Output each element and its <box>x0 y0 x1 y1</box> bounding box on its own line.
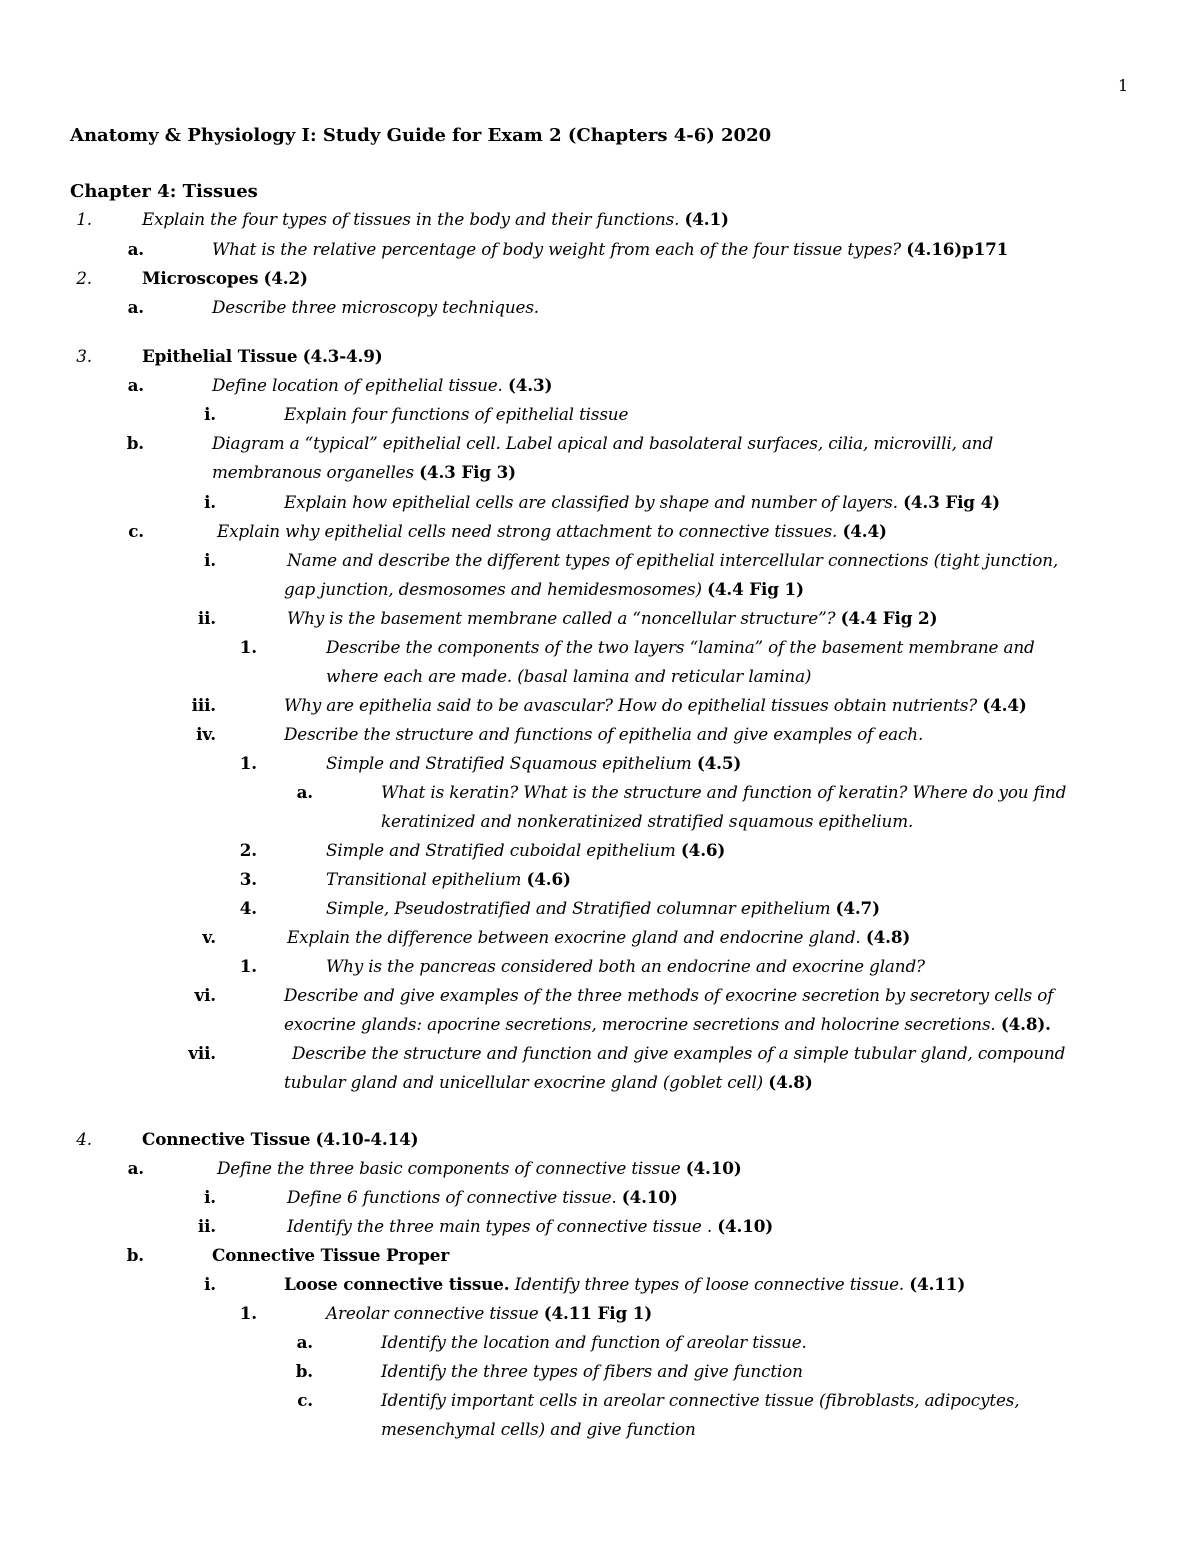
item-marker: a. <box>127 375 144 395</box>
item-text <box>212 237 1008 261</box>
item-description: gap junction, desmosomes and hemidesmosomes) <box>284 579 702 599</box>
item-marker: iii. <box>191 695 216 715</box>
item-description: Explain why epithelial cells need strong attachment to connective tissues. <box>217 521 838 541</box>
item-marker: 3. <box>239 869 257 889</box>
chapter-heading: Chapter 4: Tissues <box>70 181 258 202</box>
section-reference: (4.11 Fig 1) <box>543 1303 653 1323</box>
item-marker: 2. <box>239 840 257 860</box>
item-description: Transitional epithelium <box>326 869 522 889</box>
item-description: Define location of epithelial tissue. <box>212 375 503 395</box>
item-marker: a. <box>127 1158 144 1178</box>
section-reference: (4.5) <box>696 753 742 773</box>
item-description: Define 6 functions of connective tissue. <box>287 1187 617 1207</box>
item-text <box>212 460 516 484</box>
item-heading: Epithelial Tissue <box>142 346 298 366</box>
section-reference: (4.10-4.14) <box>315 1129 419 1149</box>
item-description: mesenchymal cells) and give function <box>381 1419 696 1439</box>
item-description: Identify the three main types of connective tissue . <box>287 1216 712 1236</box>
item-marker: a. <box>296 782 313 802</box>
item-text <box>326 896 880 920</box>
item-text <box>142 207 729 231</box>
item-marker: b. <box>295 1361 313 1381</box>
item-marker: 1. <box>239 1303 257 1323</box>
section-reference: (4.8) <box>768 1072 813 1092</box>
item-heading: Microscopes <box>142 268 259 288</box>
item-heading: Connective Tissue <box>142 1129 311 1149</box>
item-marker: 1. <box>239 637 257 657</box>
section-reference: (4.6) <box>680 840 726 860</box>
item-text <box>212 1243 449 1267</box>
item-marker: 1. <box>76 209 92 229</box>
item-marker: b. <box>126 1245 144 1265</box>
item-marker: ii. <box>197 608 216 628</box>
item-text <box>381 1388 1019 1412</box>
item-text <box>287 1214 773 1238</box>
section-reference: (4.4) <box>982 695 1027 715</box>
item-text <box>381 1417 696 1441</box>
item-text <box>212 373 552 397</box>
section-reference: (4.3 Fig 4) <box>903 492 1000 512</box>
section-reference: (4.4) <box>842 521 887 541</box>
item-text <box>326 664 811 688</box>
item-text <box>284 722 923 746</box>
section-reference: (4.7) <box>835 898 880 918</box>
item-text <box>381 1359 803 1383</box>
item-marker: i. <box>204 1274 216 1294</box>
item-marker: iv. <box>196 724 216 744</box>
item-marker: v. <box>202 927 216 947</box>
item-description: keratinized and nonkeratinized stratified squamous epithelium. <box>381 811 914 831</box>
item-description: Simple, Pseudostratified and Stratified columnar epithelium <box>326 898 831 918</box>
item-text <box>287 548 1058 572</box>
item-text <box>142 344 383 368</box>
item-description: exocrine glands: apocrine secretions, merocrine secretions and holocrine secretions. <box>284 1014 996 1034</box>
item-text <box>284 1272 965 1296</box>
item-text <box>292 1041 1065 1065</box>
item-description: Identify important cells in areolar connective tissue (fibroblasts, adipocytes, <box>381 1390 1020 1410</box>
item-text <box>217 519 887 543</box>
item-marker: c. <box>128 521 144 541</box>
item-heading: Loose connective tissue. <box>284 1274 510 1294</box>
item-description: What is the relative percentage of body weight from each of the four tissue types? <box>212 239 901 259</box>
section-reference: (4.10) <box>621 1187 678 1207</box>
item-text <box>284 693 1027 717</box>
item-marker: i. <box>204 404 216 424</box>
item-description: Describe the structure and functions of epithelia and give examples of each. <box>284 724 924 744</box>
item-marker: vi. <box>194 985 216 1005</box>
item-text <box>381 809 913 833</box>
item-text <box>326 751 741 775</box>
item-text <box>284 577 804 601</box>
item-text <box>287 1185 678 1209</box>
item-description: Simple and Stratified Squamous epithelium <box>326 753 692 773</box>
item-marker: vii. <box>188 1043 216 1063</box>
item-description: membranous organelles <box>212 462 414 482</box>
item-marker: 4. <box>239 898 257 918</box>
item-description: What is keratin? What is the structure and function of keratin? Where do you find <box>381 782 1067 802</box>
item-description: Describe and give examples of the three methods of exocrine secretion by secretory cells of <box>284 985 1054 1005</box>
item-text <box>217 1156 742 1180</box>
section-reference: (4.4 Fig 2) <box>840 608 938 628</box>
item-text <box>142 1127 418 1151</box>
item-description: Identify the three types of fibers and give function <box>381 1361 803 1381</box>
item-text <box>326 838 725 862</box>
item-marker: c. <box>297 1390 313 1410</box>
item-text <box>326 954 925 978</box>
item-description: Name and describe the different types of epithelial intercellular connections (tight junction, <box>287 550 1059 570</box>
item-marker: 3. <box>76 346 92 366</box>
item-text <box>284 1070 813 1094</box>
item-description: Explain how epithelial cells are classified by shape and number of layers. <box>284 492 898 512</box>
section-reference: (4.3-4.9) <box>302 346 383 366</box>
item-description: Why are epithelia said to be avascular? How do epithelial tissues obtain nutrients? <box>284 695 978 715</box>
item-text <box>284 1012 1051 1036</box>
section-reference: (4.8) <box>865 927 911 947</box>
item-text <box>326 867 571 891</box>
section-reference: (4.10) <box>717 1216 774 1236</box>
item-marker: a. <box>127 297 144 317</box>
item-text <box>381 780 1066 804</box>
section-reference: (4.16)p171 <box>906 239 1009 259</box>
item-text <box>326 635 1035 659</box>
item-text <box>287 925 910 949</box>
page-number: 1 <box>1118 76 1129 95</box>
item-description: Explain the difference between exocrine gland and endocrine gland. <box>287 927 861 947</box>
item-text <box>326 1301 652 1325</box>
section-reference: (4.10) <box>685 1158 742 1178</box>
item-text <box>287 606 937 630</box>
section-reference: (4.2) <box>263 268 308 288</box>
item-text <box>212 295 539 319</box>
item-marker: a. <box>296 1332 313 1352</box>
item-marker: a. <box>127 239 144 259</box>
section-reference: (4.8). <box>1000 1014 1051 1034</box>
item-description: Areolar connective tissue <box>326 1303 539 1323</box>
section-reference: (4.6) <box>526 869 571 889</box>
item-description: Explain the four types of tissues in the body and their functions. <box>142 209 680 229</box>
item-text <box>284 983 1053 1007</box>
item-description: Explain four functions of epithelial tissue <box>284 404 629 424</box>
item-text <box>381 1330 807 1354</box>
item-description: tubular gland and unicellular exocrine gland (goblet cell) <box>284 1072 764 1092</box>
item-marker: ii. <box>197 1216 216 1236</box>
item-description: Why is the basement membrane called a “noncellular structure”? <box>287 608 836 628</box>
section-reference: (4.3 Fig 3) <box>419 462 516 482</box>
section-reference: (4.3) <box>507 375 553 395</box>
item-marker: i. <box>204 1187 216 1207</box>
item-description: Describe the components of the two layers “lamina” of the basement membrane and <box>326 637 1035 657</box>
item-marker: 2. <box>76 268 92 288</box>
item-description: Identify the location and function of areolar tissue. <box>381 1332 807 1352</box>
item-description: Describe the structure and function and give examples of a simple tubular gland, compound <box>292 1043 1066 1063</box>
section-reference: (4.4 Fig 1) <box>707 579 804 599</box>
item-marker: 4. <box>76 1129 92 1149</box>
item-description: Describe three microscopy techniques. <box>212 297 539 317</box>
item-heading: Connective Tissue Proper <box>212 1245 450 1265</box>
item-description: Simple and Stratified cuboidal epithelium <box>326 840 676 860</box>
item-marker: i. <box>204 492 216 512</box>
item-marker: 1. <box>239 956 257 976</box>
document-title: Anatomy & Physiology I: Study Guide for Exam 2 (Chapters 4-6) 2020 <box>70 125 772 146</box>
item-description: Why is the pancreas considered both an endocrine and exocrine gland? <box>326 956 925 976</box>
item-description: where each are made. (basal lamina and reticular lamina) <box>326 666 812 686</box>
item-description: Define the three basic components of connective tissue <box>217 1158 681 1178</box>
item-text <box>212 431 993 455</box>
item-marker: 1. <box>239 753 257 773</box>
item-marker: b. <box>126 433 144 453</box>
section-reference: (4.1) <box>684 209 729 229</box>
item-text <box>284 402 628 426</box>
item-text <box>284 490 1000 514</box>
item-description: Identify three types of loose connective tissue. <box>514 1274 905 1294</box>
item-text <box>142 266 308 290</box>
item-marker: i. <box>204 550 216 570</box>
section-reference: (4.11) <box>909 1274 966 1294</box>
item-description: Diagram a “typical” epithelial cell. Label apical and basolateral surfaces, cilia, microvilli, and <box>212 433 994 453</box>
